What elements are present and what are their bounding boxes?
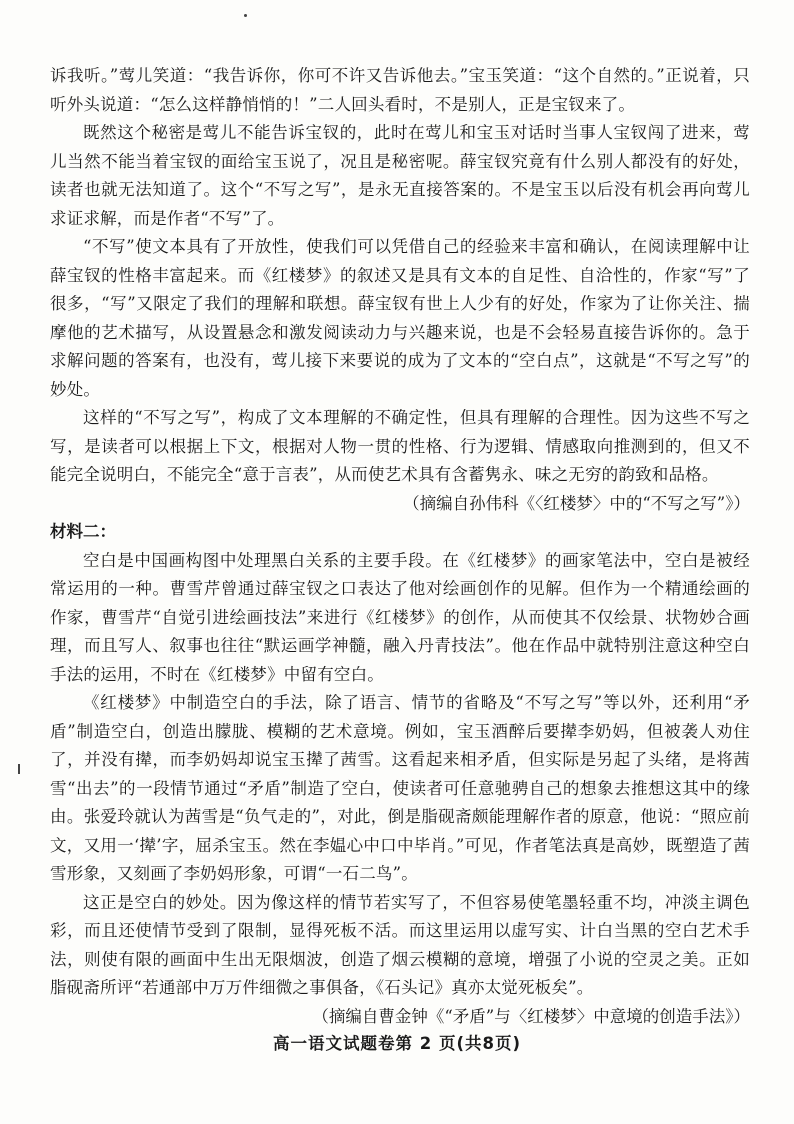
paragraph: 空白是中国画构图中处理黑白关系的主要手段。在《红楼梦》的画家笔法中，空白是被经常运用的一种。曹雪芹曾通过薛宝钗之口表达了他对绘画创作的见解。但作为一个精通绘画的作家，曹雪芹“自觉引进绘画技法”来进行《红楼梦》的创作，从而使其不仅绘景、状物妙合画理，而且写人、叙事也往往“默运画学神髓，融入丹青技法”。他在作品中就特别注意这种空白手法的运用，不时在《红楼梦》中留有空白。 — [50, 550, 750, 684]
page-footer: 高一语文试题卷第 2 页(共8页) — [272, 1034, 522, 1053]
paragraph: “不写”使文本具有了开放性，使我们可以凭借自己的经验来丰富和确认，在阅读理解中让薛宝钗的性格丰富起来。而《红楼梦》的叙述又是具有文本的自足性、自洽性的，作家“写”了很多，“写”又限定了我们的理解和联想。薛宝钗有世上人少有的好处，作家为了让你关注、揣摩他的艺术描写，从设置悬念和激发阅读动力与兴趣来说，也是不会轻易直接告诉你的。急于求解问题的答案有，也没有，莺儿接下来要说的成为了文本的“空白点”，这就是“不写之写”的妙处。 — [50, 237, 750, 399]
paragraph: 诉我听。”莺儿笑道：“我告诉你，你可不许又告诉他去。”宝玉笑道：“这个自然的。”正说着，只听外头说道：“怎么这样静悄悄的！”二人回头看时，不是别人，正是宝钗来了。 — [50, 66, 750, 114]
source-citation-1: （摘编自孙伟科《〈红楼梦〉中的“不写之写”》） — [403, 493, 750, 513]
paragraph: 《红楼梦》中制造空白的手法，除了语言、情节的省略及“不写之写”等以外，还利用“矛盾”制造空白，创造出朦胧、模糊的艺术意境。例如，宝玉酒醉后要撵李奶妈，但被袭人劝住了，并没有撵，而李奶妈却说宝玉撵了茜雪。这看起来相矛盾，但实际是另起了头绪，是将茜雪“出去”的一段情节通过“矛盾”制造了空白，使读者可任意驰骋自己的想象去推想这其中的缘由。张爱玲就认为茜雪是“负气走的”，对此，倒是脂砚斋颇能理解作者的原意，他说：“照应前文，又用一‘撵’字，屈杀宝玉。然在李媪心中口中毕肖。”可见，作者笔法真是高妙，既塑造了茜雪形象，又刻画了李奶妈形象，可谓“一石二鸟”。 — [50, 693, 750, 883]
page-content — [50, 62, 750, 1031]
section-title-material-2: 材料二： — [50, 522, 116, 541]
scan-mark — [18, 764, 24, 774]
paragraph: 既然这个秘密是莺儿不能告诉宝钗的，此时在莺儿和宝玉对话时当事人宝钗闯了进来，莺儿当然不能当着宝钗的面给宝玉说了，况且是秘密呢。薛宝钗究竟有什么别人都没有的好处，读者也就无法知道了。这个“不写之写”，是永无直接答案的。不是宝玉以后没有机会再向莺儿求证求解，而是作者“不写”了。 — [50, 123, 750, 228]
paragraph: 这正是空白的妙处。因为像这样的情节若实写了，不但容易使笔墨轻重不均，冲淡主调色彩，而且还使情节受到了限制，显得死板不活。而这里运用以虚写实、计白当黑的空白艺术手法，则使有限的画面中生出无限烟波，创造了烟云模糊的意境，增强了小说的空灵之美。正如脂砚斋所评“若通部中万万件细微之事俱备，《石头记》真亦太觉死板矣”。 — [50, 892, 750, 997]
scan-mark — [244, 14, 247, 17]
paragraph: 这样的“不写之写”，构成了文本理解的不确定性，但具有理解的合理性。因为这些不写之写，是读者可以根据上下文，根据对人物一贯的性格、行为逻辑、情感取向推测到的，但又不能完全说明白，不能完全“意于言表”，从而使艺术具有含蓄隽永、味之无穷的韵致和品格。 — [50, 408, 750, 484]
source-citation-2: （摘编自曹金钟《“矛盾”与〈红楼梦〉中意境的创造手法》） — [312, 1006, 750, 1026]
